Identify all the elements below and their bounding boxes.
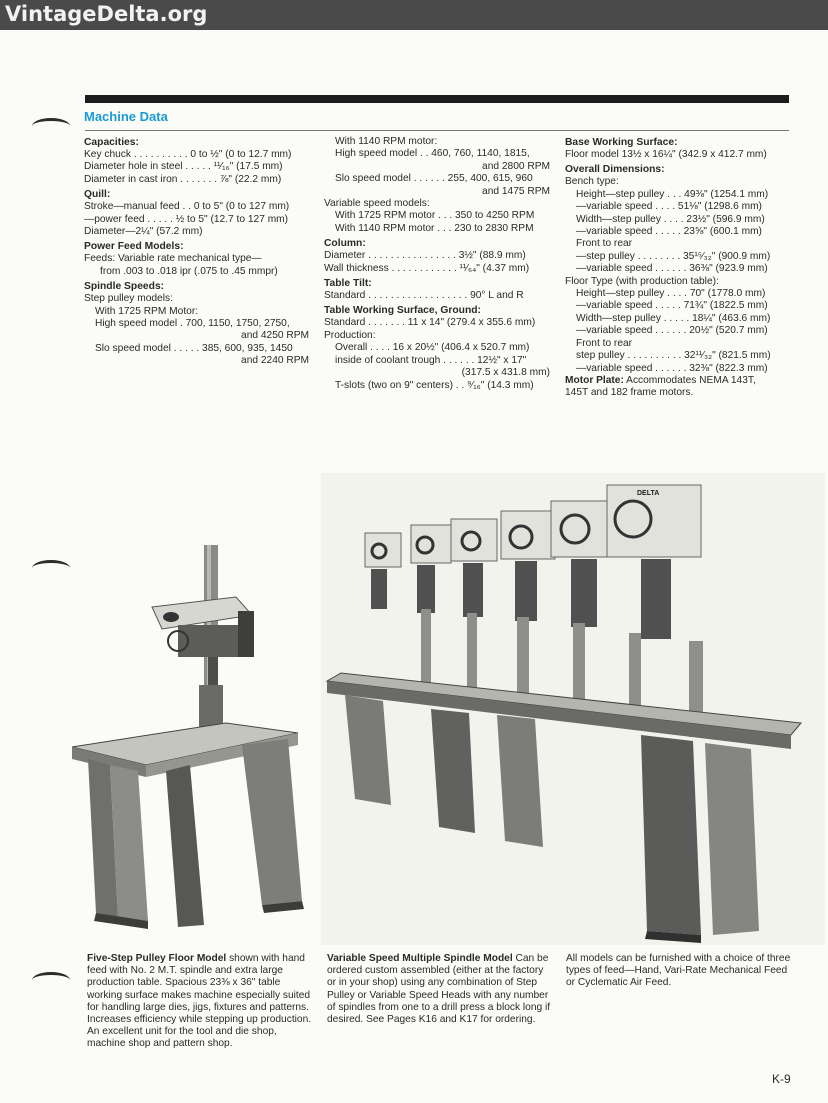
spec-line: With 1140 RPM motor . . . 230 to 2830 RPM — [335, 222, 534, 234]
spec-line: (317.5 x 431.8 mm) — [461, 367, 550, 379]
spec-line: Slo speed model . . . . . . 255, 400, 615, 960 — [335, 173, 533, 185]
spec-line: —step pulley . . . . . . . . 35¹⁵⁄₃₂" (900.9 mm) — [576, 250, 771, 262]
base-surface-heading: Base Working Surface: — [565, 137, 678, 148]
motor-plate-heading: Motor Plate: — [565, 374, 624, 386]
delta-badge: DELTA — [637, 490, 660, 497]
spec-line: —power feed . . . . . ½ to 5" (12.7 to 127 mm) — [84, 213, 289, 225]
binder-hole-top — [32, 118, 70, 134]
spec-line: Front to rear — [576, 337, 633, 349]
spec-line: Diameter hole in steel . . . . . ¹¹⁄₁₆" (17.5 mm) — [84, 161, 283, 173]
section-title: Machine Data — [84, 109, 168, 124]
spec-line: —variable speed . . . . . . 32⅜" (822.3 mm) — [576, 362, 768, 374]
multi-spindle-photo — [321, 473, 825, 945]
spec-line: Step pulley models: — [84, 293, 173, 305]
spec-line: Wall thickness . . . . . . . . . . . . ¹¹⁄₆₄" (4.37 mm) — [324, 262, 530, 274]
spec-line: With 1725 RPM motor . . . 350 to 4250 RPM — [335, 210, 535, 222]
spec-line: —variable speed . . . . 51⅛" (1298.6 mm) — [576, 201, 762, 213]
caption-multi-spindle-title: Variable Speed Multiple Spindle Model — [327, 953, 513, 964]
spec-line: —variable speed . . . . . 23⅝" (600.1 mm) — [576, 226, 762, 238]
spec-line: Width—step pulley . . . . . 18¼" (463.6 mm) — [576, 312, 771, 324]
binder-hole-middle — [32, 560, 70, 576]
caption-multi-spindle — [327, 953, 552, 1026]
floor-model-photo — [66, 545, 316, 930]
capacities-heading: Capacities: — [84, 137, 139, 148]
spec-line: Front to rear — [576, 238, 633, 250]
spec-line: Floor Type (with production table): — [565, 275, 719, 287]
caption-multi-spindle-text: Can be ordered custom assembled (either at the factory or in your shop) using any combination of Step Pulley or Variable Speed Heads with any number of spindles from one to a drill press a block long if desired. See Pages K16 and K17 for ordering. — [327, 953, 551, 1026]
spec-line: Width—step pulley . . . . 23½" (596.9 mm) — [576, 213, 765, 225]
spec-line: Slo speed model . . . . . 385, 600, 935, 1450 — [95, 342, 293, 354]
quill-heading: Quill: — [84, 189, 111, 201]
caption-floor-model-text: shown with hand feed with No. 2 M.T. spindle and extra large production table. Spacious 23⅜ x 36" table working surface makes machine especially suited for handling large dies, jigs, fixtures and patterns. Increases efficiency while stepping up production. An excellent unit for the tool and die shop, machine shop and pattern shop. — [87, 953, 312, 1050]
caption-floor-model — [87, 953, 312, 1051]
spec-line: —variable speed . . . . . 71¾" (1822.5 mm) — [576, 300, 768, 312]
caption-feed-options: All models can be furnished with a choice of three types of feed—Hand, Vari-Rate Mechanical Feed or Cyclematic Air Feed. — [566, 953, 791, 989]
spec-line: With 1140 RPM motor: — [335, 136, 438, 147]
spec-line: Height—step pulley . . . 49⅜" (1254.1 mm) — [576, 188, 769, 200]
spec-line: Bench type: — [565, 176, 619, 188]
motor-plate-line — [565, 375, 790, 387]
spec-line: and 2800 RPM — [482, 160, 550, 172]
multi-spindle-drill-press — [321, 473, 825, 945]
spec-line: High speed model . 700, 1150, 1750, 2750, — [95, 318, 290, 330]
column-heading: Column: — [324, 238, 366, 250]
header-rule — [85, 95, 789, 103]
spec-line: Standard . . . . . . . 11 x 14" (279.4 x 355.6 mm) — [324, 317, 536, 329]
power-feed-heading: Power Feed Models: — [84, 241, 184, 253]
site-name: VintageDelta.org — [5, 2, 208, 26]
spec-line: Key chuck . . . . . . . . . . 0 to ½" (0 to 12.7 mm) — [84, 149, 292, 160]
spec-line: and 1475 RPM — [482, 185, 550, 197]
spec-line: Feeds: Variable rate mechanical type— — [84, 253, 262, 265]
overall-dimensions-heading: Overall Dimensions: — [565, 164, 665, 176]
spec-line: —variable speed . . . . . . 20½" (520.7 mm) — [576, 325, 768, 337]
spec-line: Diameter in cast iron . . . . . . . ⅞" (22.2 mm) — [84, 173, 282, 185]
specs-column-2 — [324, 136, 550, 392]
title-underline — [85, 130, 789, 131]
spec-line: from .003 to .018 ipr (.075 to .45 mmpr) — [100, 265, 278, 277]
spec-line: Variable speed models: — [324, 198, 430, 210]
spec-line: With 1725 RPM Motor: — [95, 305, 199, 317]
page-number: K-9 — [772, 1072, 791, 1086]
spec-line: Overall . . . . 16 x 20½" (406.4 x 520.7 mm) — [335, 342, 530, 354]
spec-line: 145T and 182 frame motors. — [565, 387, 694, 399]
spec-line: Diameter—2¼" (57.2 mm) — [84, 226, 203, 238]
spec-line: Floor model 13½ x 16¼" (342.9 x 412.7 mm) — [565, 149, 767, 160]
floor-model-drill-press — [66, 545, 316, 930]
spec-line: Diameter . . . . . . . . . . . . . . . . 3½" (88.9 mm) — [324, 250, 526, 262]
table-surface-heading: Table Working Surface, Ground: — [324, 305, 481, 317]
spec-line: and 4250 RPM — [241, 330, 309, 342]
spec-line: —variable speed . . . . . . 36⅜" (923.9 mm) — [576, 263, 768, 275]
caption-floor-model-title: Five-Step Pulley Floor Model — [87, 953, 227, 964]
spec-line: and 2240 RPM — [241, 355, 309, 367]
spec-line: Stroke—manual feed . . 0 to 5" (0 to 127 mm) — [84, 201, 290, 213]
spec-line: step pulley . . . . . . . . . . 32¹¹⁄₃₂" (821.5 mm) — [576, 350, 771, 362]
table-tilt-heading: Table Tilt: — [324, 278, 372, 290]
spec-line: High speed model . . 460, 760, 1140, 1815, — [335, 148, 530, 160]
spec-line: Production: — [324, 329, 376, 341]
specs-column-3 — [565, 136, 790, 400]
specs-column-1 — [84, 136, 309, 368]
site-banner — [0, 0, 828, 30]
spindle-speeds-heading: Spindle Speeds: — [84, 281, 165, 293]
spec-line: Standard . . . . . . . . . . . . . . . . . . 90° L and R — [324, 290, 524, 302]
motor-plate-text: Accommodates NEMA 143T, — [623, 374, 756, 386]
spec-line: T-slots (two on 9" centers) . . ⁹⁄₁₆" (14.3 mm) — [335, 379, 534, 391]
spec-line: inside of coolant trough . . . . . . 12½" x 17" — [335, 354, 527, 366]
spec-line: Height—step pulley . . . . 70" (1778.0 mm) — [576, 288, 766, 300]
binder-hole-bottom — [32, 972, 70, 988]
